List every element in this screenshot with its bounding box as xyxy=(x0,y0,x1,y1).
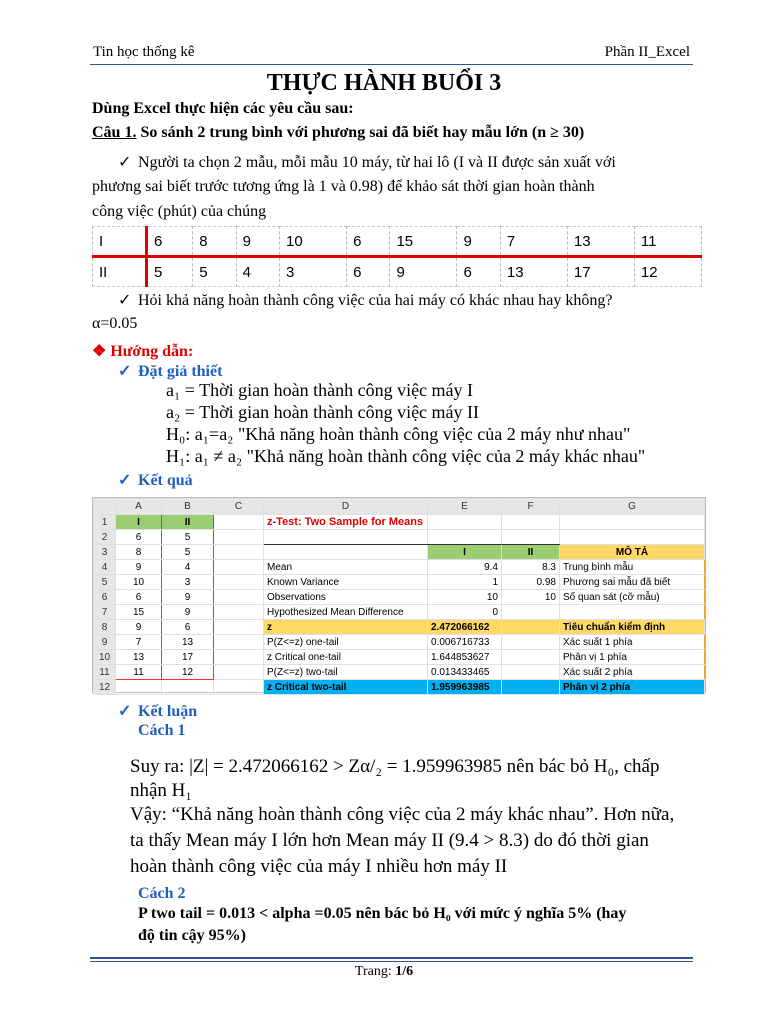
check-icon: ✓ xyxy=(118,363,132,380)
footer-divider xyxy=(90,957,693,959)
column-header: F xyxy=(502,499,560,515)
column-header: E xyxy=(428,499,502,515)
excel-cell: z Critical two-tail xyxy=(264,680,428,695)
sample-table xyxy=(92,226,702,287)
excel-cell: 8 xyxy=(116,545,162,560)
excel-cell xyxy=(560,605,705,620)
row-number: 7 xyxy=(94,605,116,620)
excel-cell xyxy=(214,665,264,680)
conclusion-heading: ✓ Kết luận xyxy=(118,703,198,720)
excel-cell: Known Variance xyxy=(264,575,428,590)
excel-row xyxy=(94,680,705,695)
corner-cell xyxy=(94,499,116,515)
excel-cell: P(Z<=z) two-tail xyxy=(264,665,428,680)
excel-grid xyxy=(93,498,705,695)
excel-cell xyxy=(214,650,264,665)
table-cell: 13 xyxy=(500,257,567,287)
excel-cell xyxy=(162,680,214,695)
guide-heading: ❖ Hướng dẫn: xyxy=(92,343,194,360)
excel-cell: 10 xyxy=(428,590,502,605)
table-cell: 6 xyxy=(347,227,390,257)
excel-row xyxy=(94,575,705,590)
row-number: 8 xyxy=(94,620,116,635)
page-title: THỰC HÀNH BUỔI 3 xyxy=(266,70,502,96)
excel-cell: 6 xyxy=(162,620,214,635)
excel-cell: I xyxy=(428,545,502,560)
excel-cell xyxy=(214,575,264,590)
excel-cell: I xyxy=(116,515,162,530)
table-cell: 7 xyxy=(500,227,567,257)
row-number: 1 xyxy=(94,515,116,530)
excel-cell: 5 xyxy=(162,545,214,560)
excel-cell xyxy=(214,530,264,545)
excel-row xyxy=(94,590,705,605)
table-cell: 12 xyxy=(634,257,701,287)
excel-row xyxy=(94,515,705,530)
hypothesis-h0: H₀: a₁=a₂ "Khả năng hoàn thành công việc của 2 máy như nhau" xyxy=(166,424,631,444)
table-cell: 10 xyxy=(280,227,347,257)
excel-row xyxy=(94,560,705,575)
excel-cell: 4 xyxy=(162,560,214,575)
table-cell: 6 xyxy=(457,257,500,287)
ztest-title: z-Test: Two Sample for Means xyxy=(264,515,428,530)
excel-cell: II xyxy=(502,545,560,560)
problem-line-3: công việc (phút) của chúng xyxy=(92,203,267,220)
table-row xyxy=(93,257,702,287)
excel-cell: 10 xyxy=(502,590,560,605)
excel-cell: Tiêu chuẩn kiểm định xyxy=(560,620,705,635)
excel-cell: 9 xyxy=(162,590,214,605)
excel-cell: z Critical one-tail xyxy=(264,650,428,665)
excel-row xyxy=(94,650,705,665)
row-number: 5 xyxy=(94,575,116,590)
excel-cell xyxy=(214,590,264,605)
column-header: C xyxy=(214,499,264,515)
conclusion-line-7: độ tin cậy 95%) xyxy=(138,927,246,944)
alpha-text: α=0.05 xyxy=(92,315,138,332)
excel-cell: Mean xyxy=(264,560,428,575)
excel-row xyxy=(94,545,705,560)
header-left: Tin học thống kê xyxy=(93,44,195,60)
conclusion-line-5: hoàn thành công việc của máy I nhiều hơn máy II xyxy=(130,856,508,877)
excel-column-headers xyxy=(94,499,705,515)
table-cell: 5 xyxy=(147,257,193,287)
check-icon: ✓ xyxy=(118,703,132,720)
table-cell: 9 xyxy=(390,257,457,287)
excel-cell xyxy=(502,665,560,680)
header-divider xyxy=(90,64,693,65)
row-number: 4 xyxy=(94,560,116,575)
excel-cell: 10 xyxy=(116,575,162,590)
excel-cell: Trung bình mẫu xyxy=(560,560,705,575)
row-label: I xyxy=(93,227,147,257)
question-heading xyxy=(92,124,584,142)
excel-cell: 5 xyxy=(162,530,214,545)
check-icon: ✓ xyxy=(118,292,132,309)
excel-cell xyxy=(214,515,264,530)
question-text: So sánh 2 trung bình với phương sai đã biết hay mẫu lớn (n ≥ 30) xyxy=(136,124,585,141)
result-heading: ✓ Kết quả xyxy=(118,472,193,489)
excel-cell: 2.472066162 xyxy=(428,620,502,635)
column-header: A xyxy=(116,499,162,515)
excel-cell: 9 xyxy=(162,605,214,620)
excel-cell: 9.4 xyxy=(428,560,502,575)
check-icon: ✓ xyxy=(118,472,132,489)
excel-cell xyxy=(214,680,264,695)
excel-cell xyxy=(214,620,264,635)
excel-cell xyxy=(214,560,264,575)
excel-cell xyxy=(264,530,428,545)
excel-cell: 0.98 xyxy=(502,575,560,590)
excel-cell: 15 xyxy=(116,605,162,620)
excel-cell: 17 xyxy=(162,650,214,665)
hypothesis-a1: a₁ = Thời gian hoàn thành công việc máy I xyxy=(166,380,474,400)
question2-line: ✓ Hỏi khả năng hoàn thành công việc của hai máy có khác nhau hay không? xyxy=(118,292,613,309)
table-cell: 13 xyxy=(567,227,634,257)
page-footer xyxy=(0,964,768,980)
excel-cell: Số quan sát (cỡ mẫu) xyxy=(560,590,705,605)
excel-cell: Hypothesized Mean Difference xyxy=(264,605,428,620)
excel-cell xyxy=(502,515,560,530)
excel-screenshot xyxy=(92,497,706,693)
excel-cell: Phương sai mẫu đã biết xyxy=(560,575,705,590)
excel-cell: 9 xyxy=(116,560,162,575)
excel-cell: 1.959963985 xyxy=(428,680,502,695)
column-header: D xyxy=(264,499,428,515)
conclusion-line-6: P two tail = 0.013 < alpha =0.05 nên bác bỏ H₀ với mức ý nghĩa 5% (hay xyxy=(138,905,627,922)
excel-cell: Phân vị 2 phía xyxy=(560,680,705,695)
excel-cell xyxy=(502,650,560,665)
excel-cell: II xyxy=(162,515,214,530)
excel-cell: 12 xyxy=(162,665,214,680)
table-cell: 9 xyxy=(236,227,279,257)
method2-heading: Cách 2 xyxy=(138,885,186,902)
excel-cell: 0.006716733 xyxy=(428,635,502,650)
excel-row xyxy=(94,620,705,635)
problem-line-1: ✓ Người ta chọn 2 mẫu, mỗi mẫu 10 máy, từ hai lô (I và II được sản xuất với xyxy=(118,154,616,171)
excel-cell: 13 xyxy=(162,635,214,650)
excel-cell: 0 xyxy=(428,605,502,620)
excel-cell: z xyxy=(264,620,428,635)
conclusion-line-3: Vậy: “Khả năng hoàn thành công việc của 2 máy khác nhau”. Hơn nữa, xyxy=(130,804,675,825)
excel-cell xyxy=(428,530,502,545)
excel-cell xyxy=(264,545,428,560)
excel-cell xyxy=(560,515,705,530)
row-number: 3 xyxy=(94,545,116,560)
excel-cell xyxy=(502,635,560,650)
excel-cell: 8.3 xyxy=(502,560,560,575)
excel-cell: 1.644853627 xyxy=(428,650,502,665)
excel-cell: 6 xyxy=(116,590,162,605)
footer-label: Trang: xyxy=(354,964,396,979)
column-header: G xyxy=(560,499,705,515)
row-label: II xyxy=(93,257,147,287)
excel-cell xyxy=(428,515,502,530)
excel-cell: 7 xyxy=(116,635,162,650)
conclusion-line-4: ta thấy Mean máy I lớn hơn Mean máy II (9.4 > 8.3) do đó thời gian xyxy=(130,830,649,851)
footer-divider-thin xyxy=(90,961,693,962)
excel-row xyxy=(94,665,705,680)
table-cell: 5 xyxy=(193,257,236,287)
check-icon: ✓ xyxy=(118,154,132,171)
problem-line-2: phương sai biết trước tương ứng là 1 và 0.98) để khảo sát thời gian hoàn thành xyxy=(92,178,595,195)
table-row xyxy=(93,227,702,257)
table-cell: 4 xyxy=(236,257,279,287)
row-number: 6 xyxy=(94,590,116,605)
method1-heading: Cách 1 xyxy=(138,722,186,739)
excel-row xyxy=(94,635,705,650)
page-header xyxy=(93,44,690,66)
excel-cell xyxy=(214,605,264,620)
excel-cell: Phân vị 1 phía xyxy=(560,650,705,665)
table-cell: 8 xyxy=(193,227,236,257)
excel-cell: 3 xyxy=(162,575,214,590)
page-number: 1/6 xyxy=(395,964,414,979)
header-right: Phần II_Excel xyxy=(604,44,690,60)
excel-cell xyxy=(502,680,560,695)
excel-cell: Xác suất 2 phía xyxy=(560,665,705,680)
table-cell: 17 xyxy=(567,257,634,287)
excel-cell: Xác suất 1 phía xyxy=(560,635,705,650)
table-cell: 6 xyxy=(347,257,390,287)
excel-row xyxy=(94,605,705,620)
hypothesis-a2: a₂ = Thời gian hoàn thành công việc máy II xyxy=(166,402,480,422)
table-cell: 15 xyxy=(390,227,457,257)
excel-cell xyxy=(502,620,560,635)
excel-cell: 9 xyxy=(116,620,162,635)
conclusion-line-2: nhận H₁ xyxy=(130,780,193,801)
excel-cell: 13 xyxy=(116,650,162,665)
excel-cell: Observations xyxy=(264,590,428,605)
excel-cell xyxy=(502,605,560,620)
excel-cell: MÔ TẢ xyxy=(560,545,705,560)
row-number: 2 xyxy=(94,530,116,545)
excel-cell xyxy=(116,680,162,695)
excel-cell xyxy=(502,530,560,545)
excel-cell xyxy=(214,545,264,560)
column-header: B xyxy=(162,499,214,515)
hypothesis-h1: H₁: a₁ ≠ a₂ "Khả năng hoàn thành công việc của 2 máy khác nhau" xyxy=(166,446,646,466)
table-cell: 11 xyxy=(634,227,701,257)
excel-cell: 6 xyxy=(116,530,162,545)
excel-row xyxy=(94,530,705,545)
conclusion-line-1: Suy ra: |Z| = 2.472066162 > Zα/₂ = 1.959963985 nên bác bỏ H₀, chấp xyxy=(130,756,660,777)
table-cell: 3 xyxy=(280,257,347,287)
excel-cell xyxy=(560,530,705,545)
excel-cell xyxy=(214,635,264,650)
row-number: 9 xyxy=(94,635,116,650)
intro-text: Dùng Excel thực hiện các yêu cầu sau: xyxy=(92,100,354,117)
diamond-bullet-icon: ❖ xyxy=(92,343,107,360)
row-number: 10 xyxy=(94,650,116,665)
excel-cell: 11 xyxy=(116,665,162,680)
row-number: 11 xyxy=(94,665,116,680)
excel-cell: P(Z<=z) one-tail xyxy=(264,635,428,650)
question-label: Câu 1. xyxy=(92,124,137,141)
row-number: 12 xyxy=(94,680,116,695)
excel-cell: 1 xyxy=(428,575,502,590)
excel-cell: 0.013433465 xyxy=(428,665,502,680)
hypothesis-heading: ✓ Đặt giả thiết xyxy=(118,363,223,380)
table-cell: 6 xyxy=(147,227,193,257)
table-cell: 9 xyxy=(457,227,500,257)
